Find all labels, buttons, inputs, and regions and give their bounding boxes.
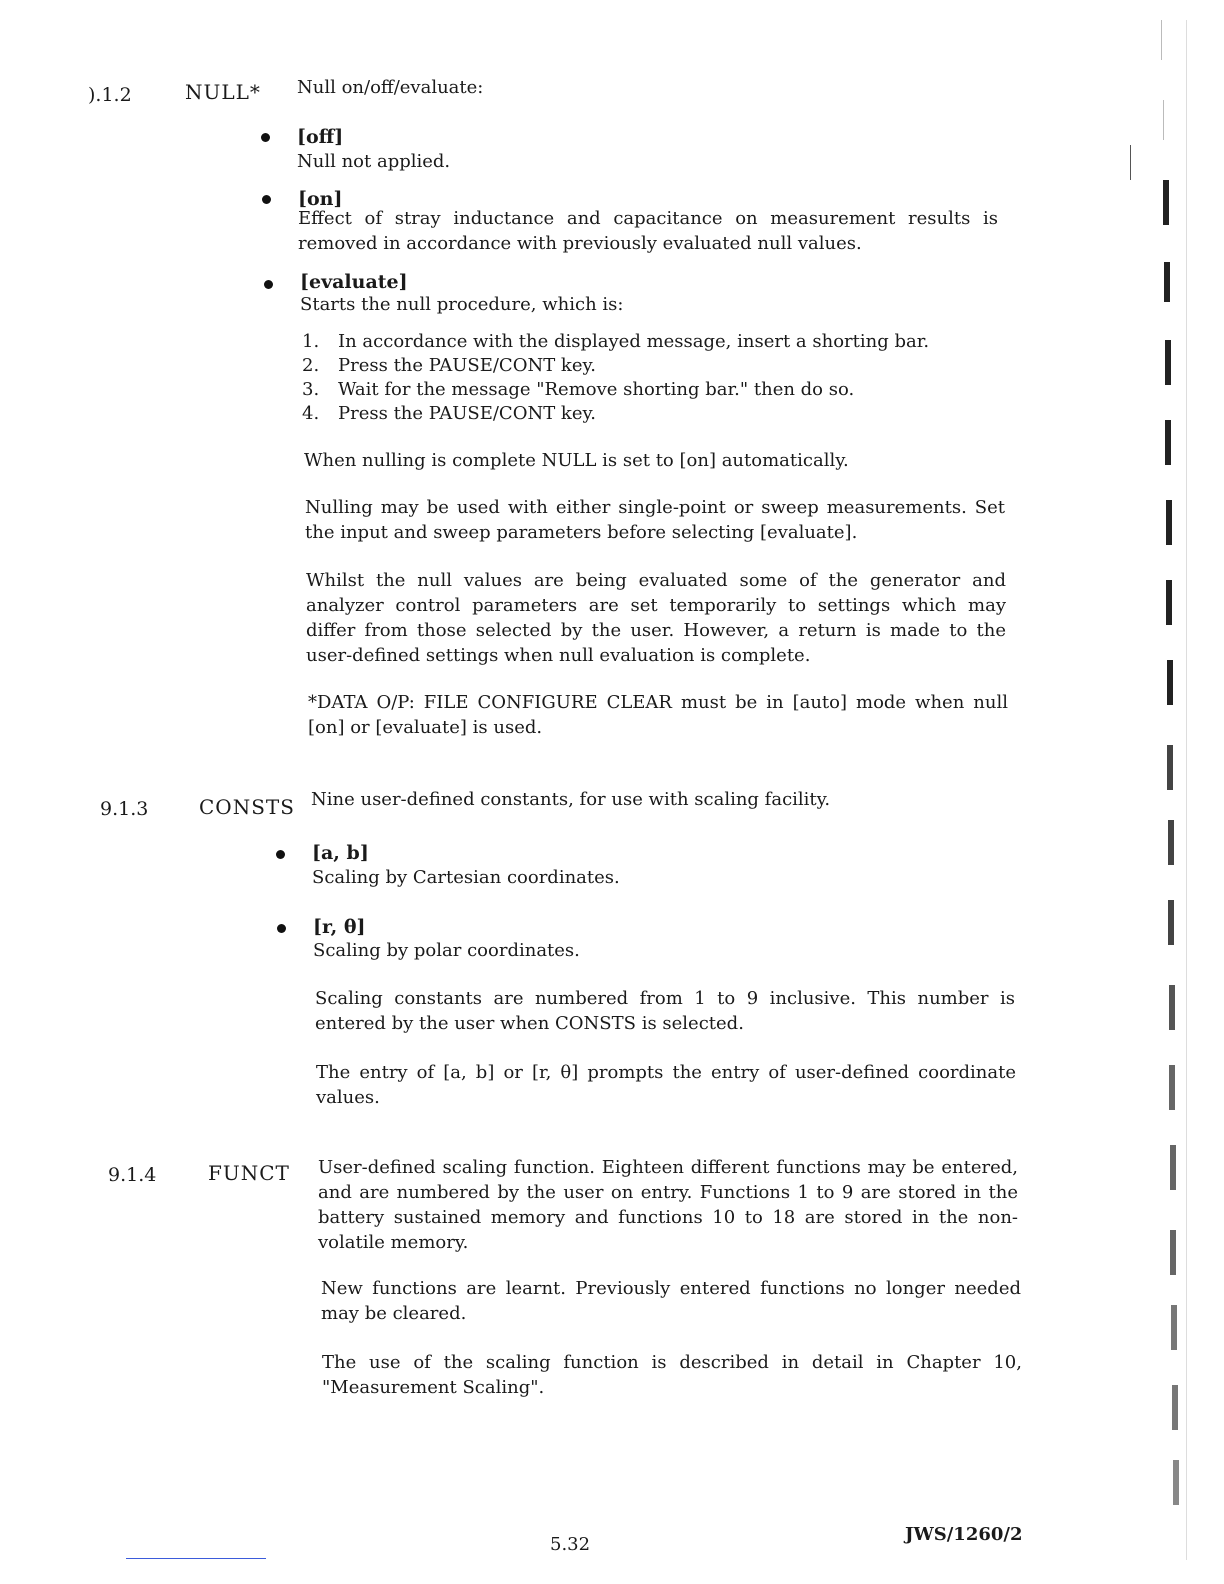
paragraph: When nulling is complete NULL is set to [on] automatically. [304,450,849,471]
change-bar [1166,580,1172,625]
paragraph: *DATA O/P: FILE CONFIGURE CLEAR must be in [auto] mode when null [on] or [evaluate] is used. [308,692,1008,738]
section-description: User-defined scaling function. Eighteen different functions may be entered, and are numbered by the user on entry. Functions 1 to 9 are stored in the battery sustained memory and functions 10 to 18 are stored in the non-volatile memory. [318,1157,1018,1253]
change-bar [1168,820,1174,865]
document-reference: JWS/1260/2 [905,1524,1023,1545]
change-bar [1164,262,1170,302]
margin-scan-line [1186,20,1187,1560]
change-bar [1170,1145,1176,1190]
step-number: 2. [302,355,320,376]
section-number: 9.1.4 [108,1164,157,1186]
option-description: Null not applied. [297,151,451,172]
procedure-step [302,354,596,378]
option-description: Effect of stray inductance and capacitance on measurement results is removed in accordance with previously evaluated null values. [298,208,998,254]
option-label: [evaluate] [300,271,408,293]
section-number: ).1.2 [88,84,132,106]
bullet-icon [276,850,285,859]
step-number: 3. [302,379,320,400]
section-description: Nine user-defined constants, for use with scaling facility. [311,789,831,810]
option-description: Scaling by Cartesian coordinates. [312,867,620,888]
option-label: [a, b] [312,842,369,864]
paragraph: Whilst the null values are being evaluated some of the generator and analyzer control parameters are set temporarily to settings which may differ from those selected by the user. However, a return is made to the user-defined settings when null evaluation is complete. [306,570,1006,666]
procedure-step [302,402,596,426]
step-text: Press the PAUSE/CONT key. [338,403,596,424]
option-label: [off] [297,126,344,148]
footer-rule [126,1558,266,1559]
paragraph: Nulling may be used with either single-point or sweep measurements. Set the input and sweep parameters before selecting [evaluate]. [305,497,1005,543]
change-bar [1167,660,1173,705]
margin-scan-line [1163,100,1164,140]
margin-scan-line [1130,145,1131,180]
change-bar [1172,1385,1178,1430]
option-description: Scaling by polar coordinates. [313,940,580,961]
change-bar [1163,180,1169,225]
section-name: CONSTS [199,795,295,819]
bullet-icon [264,280,273,289]
paragraph: The use of the scaling function is described in detail in Chapter 10, "Measurement Scaling". [322,1352,1022,1398]
bullet-icon [277,924,286,933]
step-text: Wait for the message "Remove shorting bar." then do so. [338,379,855,400]
option-label: [on] [298,188,343,210]
step-number: 1. [302,331,320,352]
change-bar [1169,1065,1175,1110]
step-number: 4. [302,403,320,424]
bullet-icon [262,195,271,204]
change-bar [1167,745,1173,790]
change-bar [1171,1305,1177,1350]
procedure-step [302,378,854,402]
change-bar [1166,500,1172,545]
change-bar [1165,340,1171,385]
paragraph: Scaling constants are numbered from 1 to 9 inclusive. This number is entered by the user when CONSTS is selected. [315,988,1015,1034]
step-text: In accordance with the displayed message, insert a shorting bar. [338,331,930,352]
step-text: Press the PAUSE/CONT key. [338,355,596,376]
paragraph: New functions are learnt. Previously entered functions no longer needed may be cleared. [321,1278,1021,1324]
section-name: FUNCT [208,1161,290,1185]
option-label: [r, θ] [313,916,366,938]
change-bar [1165,420,1171,465]
section-description: Null on/off/evaluate: [297,77,484,98]
page-number: 5.32 [550,1534,591,1555]
change-bar [1169,985,1175,1030]
section-number: 9.1.3 [100,798,149,820]
option-description: Starts the null procedure, which is: [300,294,624,315]
paragraph: The entry of [a, b] or [r, θ] prompts the entry of user-defined coordinate values. [316,1062,1016,1108]
bullet-icon [261,133,270,142]
change-bar [1173,1460,1179,1505]
change-bar [1170,1230,1176,1275]
margin-scan-line [1161,20,1162,60]
procedure-step [302,330,929,354]
section-name: NULL* [185,80,261,104]
change-bar [1168,900,1174,945]
